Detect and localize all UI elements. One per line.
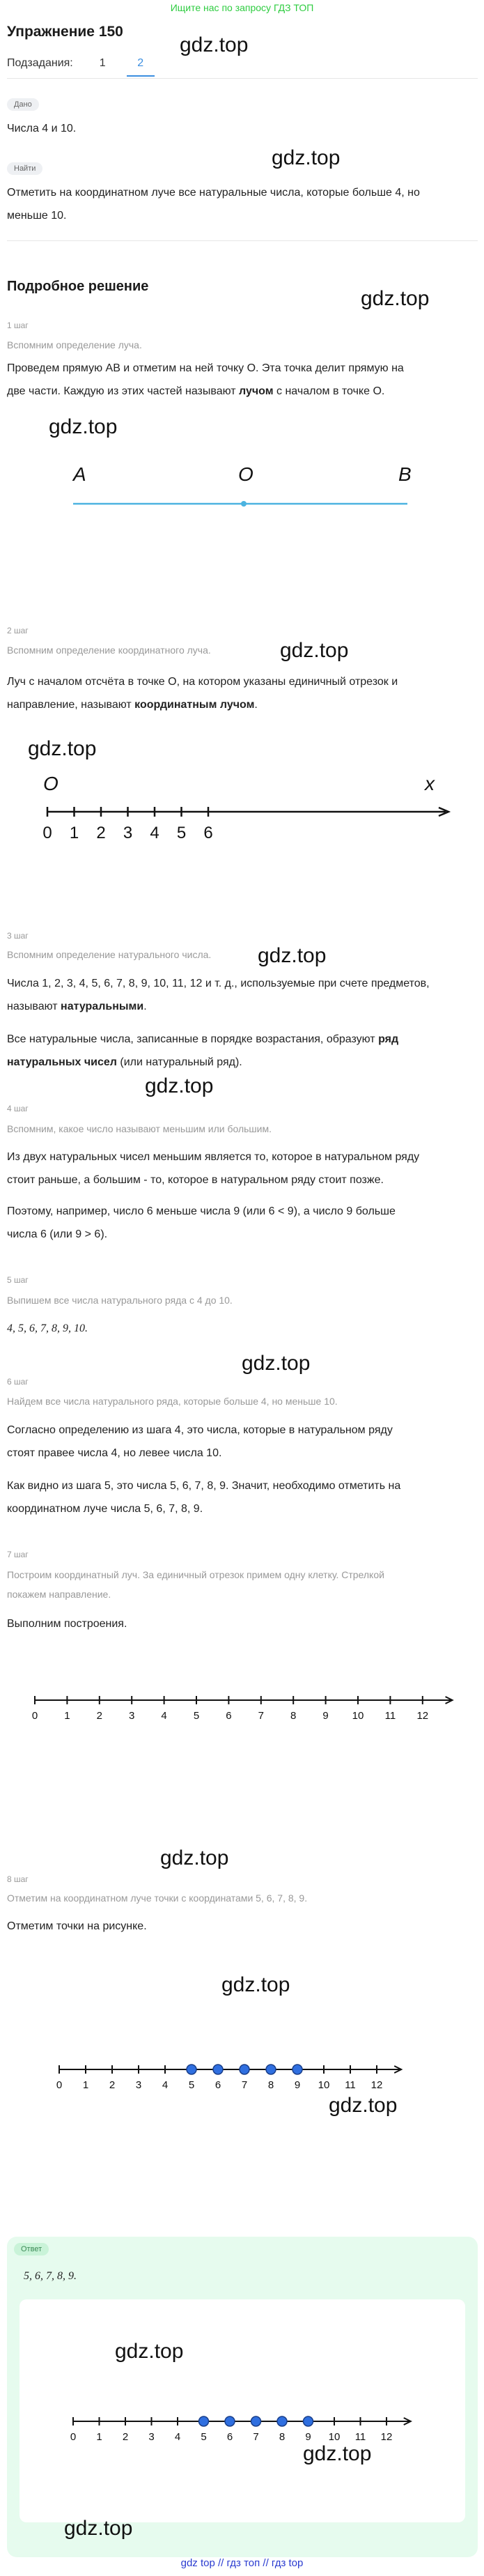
watermark: gdz.top: [221, 1973, 290, 1996]
number-tick-label: 5: [201, 2431, 207, 2443]
step-text: Отметим точки на рисунке.: [7, 1920, 147, 1932]
find-badge: Найти: [7, 162, 42, 175]
marked-point: [292, 2065, 302, 2074]
watermark: gdz.top: [28, 737, 97, 760]
divider: [7, 78, 478, 79]
coord-tick-label: 2: [96, 824, 106, 842]
find-text-2: меньше 10.: [7, 210, 67, 222]
number-tick-label: 11: [384, 1710, 396, 1722]
watermark: gdz.top: [272, 146, 341, 169]
step-label: 4 шаг: [7, 1104, 29, 1113]
coord-axis-label: x: [425, 773, 435, 794]
number-tick-label: 2: [96, 1710, 102, 1722]
watermark: gdz.top: [361, 287, 430, 310]
number-tick-label: 0: [56, 2079, 63, 2091]
marked-point: [213, 2065, 223, 2074]
number-tick-label: 1: [82, 2079, 89, 2091]
number-tick-label: 12: [380, 2431, 393, 2443]
coord-tick-label: 0: [42, 824, 52, 842]
watermark: gdz.top: [160, 1846, 229, 1869]
step-text: Проведем прямую AB и отметим на ней точку O. Эта точка делит прямую на: [7, 362, 404, 374]
number-ray-figure: [21, 1679, 467, 1732]
marked-point: [225, 2416, 235, 2426]
step-label: 8 шаг: [7, 1874, 29, 1884]
number-tick-label: 9: [294, 2079, 301, 2091]
number-tick-label: 8: [279, 2431, 286, 2443]
step-subtitle: Найдем все числа натурального ряда, которые больше 4, но меньше 10.: [7, 1396, 338, 1407]
watermark: gdz.top: [242, 1352, 311, 1375]
step-subtitle: Вспомним определение координатного луча.: [7, 645, 211, 656]
step-text: Луч с началом отсчёта в точке O, на котором указаны единичный отрезок и: [7, 676, 398, 688]
number-tick-label: 8: [290, 1710, 297, 1722]
subtasks-label: Подзадания:: [7, 57, 73, 69]
number-tick-label: 0: [70, 2431, 77, 2443]
watermark: gdz.top: [49, 415, 118, 438]
answer-ray-figure: [63, 2400, 439, 2453]
step-text: 4, 5, 6, 7, 8, 9, 10.: [7, 1322, 88, 1334]
solution-title: Подробное решение: [7, 279, 149, 294]
number-tick-label: 12: [416, 1710, 429, 1722]
watermark: gdz.top: [180, 33, 249, 56]
number-tick-label: 12: [370, 2079, 383, 2091]
step-subtitle: Вспомним определение натурального числа.: [7, 949, 212, 960]
marked-point: [266, 2065, 276, 2074]
number-tick-label: 4: [174, 2431, 181, 2443]
given-badge: Дано: [7, 98, 39, 111]
step-subtitle: Отметим на координатном луче точки с координатами 5, 6, 7, 8, 9.: [7, 1892, 308, 1904]
marked-point: [304, 2416, 313, 2426]
watermark: gdz.top: [115, 2340, 184, 2363]
number-tick-label: 2: [109, 2079, 116, 2091]
number-tick-label: 6: [214, 2079, 221, 2091]
coord-tick-label: 1: [69, 824, 79, 842]
step-text: Выполним построения.: [7, 1618, 127, 1630]
coord-tick-label: 6: [203, 824, 213, 842]
point-o: [241, 501, 247, 507]
label-a: A: [73, 463, 86, 485]
marked-ray-figure: [42, 2049, 460, 2101]
number-tick-label: 10: [328, 2431, 341, 2443]
given-text: Числа 4 и 10.: [7, 123, 77, 134]
ray-ab-figure: [56, 456, 432, 523]
step-text: стоит раньше, а большим - то, которое в натуральном ряду стоит позже.: [7, 1174, 384, 1186]
step-label: 1 шаг: [7, 321, 29, 330]
coord-tick-label: 4: [150, 824, 159, 842]
step-text: Числа 1, 2, 3, 4, 5, 6, 7, 8, 9, 10, 11, 12 и т. д., используемые при счете предметов,: [7, 978, 430, 989]
watermark: gdz.top: [280, 639, 349, 662]
number-tick-label: 9: [305, 2431, 311, 2443]
number-tick-label: 1: [64, 1710, 70, 1722]
number-tick-label: 6: [226, 1710, 232, 1722]
number-tick-label: 0: [31, 1710, 38, 1722]
label-b: B: [398, 463, 412, 485]
step-text: две части. Каждую из этих частей называют лучом с началом в точке O.: [7, 385, 385, 397]
step-text: направление, называют координатным лучом.: [7, 699, 258, 711]
number-tick-label: 7: [258, 1710, 264, 1722]
number-tick-label: 11: [354, 2431, 366, 2443]
step-subtitle: Построим координатный луч. За единичный отрезок примем одну клетку. Стрелкой: [7, 1569, 384, 1580]
number-tick-label: 10: [318, 2079, 330, 2091]
step-label: 2 шаг: [7, 626, 29, 635]
number-tick-label: 2: [122, 2431, 129, 2443]
number-tick-label: 7: [253, 2431, 259, 2443]
watermark: gdz.top: [64, 2517, 133, 2540]
step-text: называют натуральными.: [7, 1001, 147, 1012]
answer-text: 5, 6, 7, 8, 9.: [24, 2270, 77, 2282]
watermark: gdz.top: [329, 2094, 398, 2117]
step-text: числа 6 (или 9 > 6).: [7, 1228, 108, 1240]
number-tick-label: 3: [148, 2431, 155, 2443]
number-tick-label: 8: [267, 2079, 274, 2091]
answer-badge: Ответ: [14, 2242, 49, 2255]
label-o: O: [238, 463, 253, 485]
step-subtitle: покажем направление.: [7, 1589, 111, 1600]
watermark: gdz.top: [303, 2442, 372, 2465]
step-text: Как видно из шага 5, это числа 5, 6, 7, 8, 9. Значит, необходимо отметить на: [7, 1480, 401, 1492]
number-tick-label: 3: [135, 2079, 142, 2091]
step-text: Поэтому, например, число 6 меньше числа 9 (или 6 < 9), а число 9 больше: [7, 1205, 396, 1217]
number-tick-label: 9: [322, 1710, 329, 1722]
number-tick-label: 5: [193, 1710, 200, 1722]
number-tick-label: 6: [226, 2431, 233, 2443]
step-text: координатном луче числа 5, 6, 7, 8, 9.: [7, 1503, 203, 1515]
number-tick-label: 7: [241, 2079, 248, 2091]
step-subtitle: Вспомним, какое число называют меньшим или большим.: [7, 1123, 272, 1134]
number-tick-label: 1: [96, 2431, 102, 2443]
step-text: Все натуральные числа, записанные в порядке возрастания, образуют ряд: [7, 1033, 399, 1045]
footer-links[interactable]: gdz top // гдз топ // гдз top: [180, 2557, 304, 2569]
step-subtitle: Выпишем все числа натурального ряда с 4 до 10.: [7, 1295, 233, 1306]
step-label: 7 шаг: [7, 1550, 29, 1559]
top-banner[interactable]: Ищите нас по запросу ГДЗ ТОП: [170, 2, 314, 13]
number-tick-label: 4: [162, 2079, 169, 2091]
marked-point: [251, 2416, 261, 2426]
coordinate-ray-figure: [28, 766, 460, 847]
step-text: натуральных чисел (или натуральный ряд).: [7, 1056, 242, 1068]
tab-subtask-2[interactable]: 2: [127, 57, 155, 77]
number-tick-label: 10: [352, 1710, 364, 1722]
number-tick-label: 4: [161, 1710, 167, 1722]
step-text: стоят правее числа 4, но левее числа 10.: [7, 1447, 222, 1459]
step-text: Из двух натуральных чисел меньшим является то, которое в натуральном ряду: [7, 1151, 420, 1163]
number-tick-label: 5: [188, 2079, 195, 2091]
coord-origin-label: O: [43, 773, 58, 794]
divider: [7, 240, 478, 241]
step-label: 3 шаг: [7, 931, 29, 941]
number-tick-label: 11: [345, 2079, 356, 2091]
marked-point: [199, 2416, 209, 2426]
step-text: Согласно определению из шага 4, это числа, которые в натуральном ряду: [7, 1424, 393, 1436]
watermark: gdz.top: [145, 1074, 214, 1097]
marked-point: [187, 2065, 196, 2074]
marked-point: [240, 2065, 249, 2074]
tab-subtask-1[interactable]: 1: [99, 57, 106, 69]
step-label: 5 шаг: [7, 1275, 29, 1285]
coord-tick-label: 5: [176, 824, 187, 842]
step-label: 6 шаг: [7, 1377, 29, 1387]
number-tick-label: 3: [129, 1710, 135, 1722]
watermark: gdz.top: [258, 944, 327, 967]
coord-tick-label: 3: [123, 824, 133, 842]
find-text-1: Отметить на координатном луче все натуральные числа, которые больше 4, но: [7, 187, 420, 199]
step-subtitle: Вспомним определение луча.: [7, 339, 142, 350]
subtask-tabs: [7, 57, 155, 77]
page-title: Упражнение 150: [7, 24, 123, 40]
marked-point: [277, 2416, 287, 2426]
